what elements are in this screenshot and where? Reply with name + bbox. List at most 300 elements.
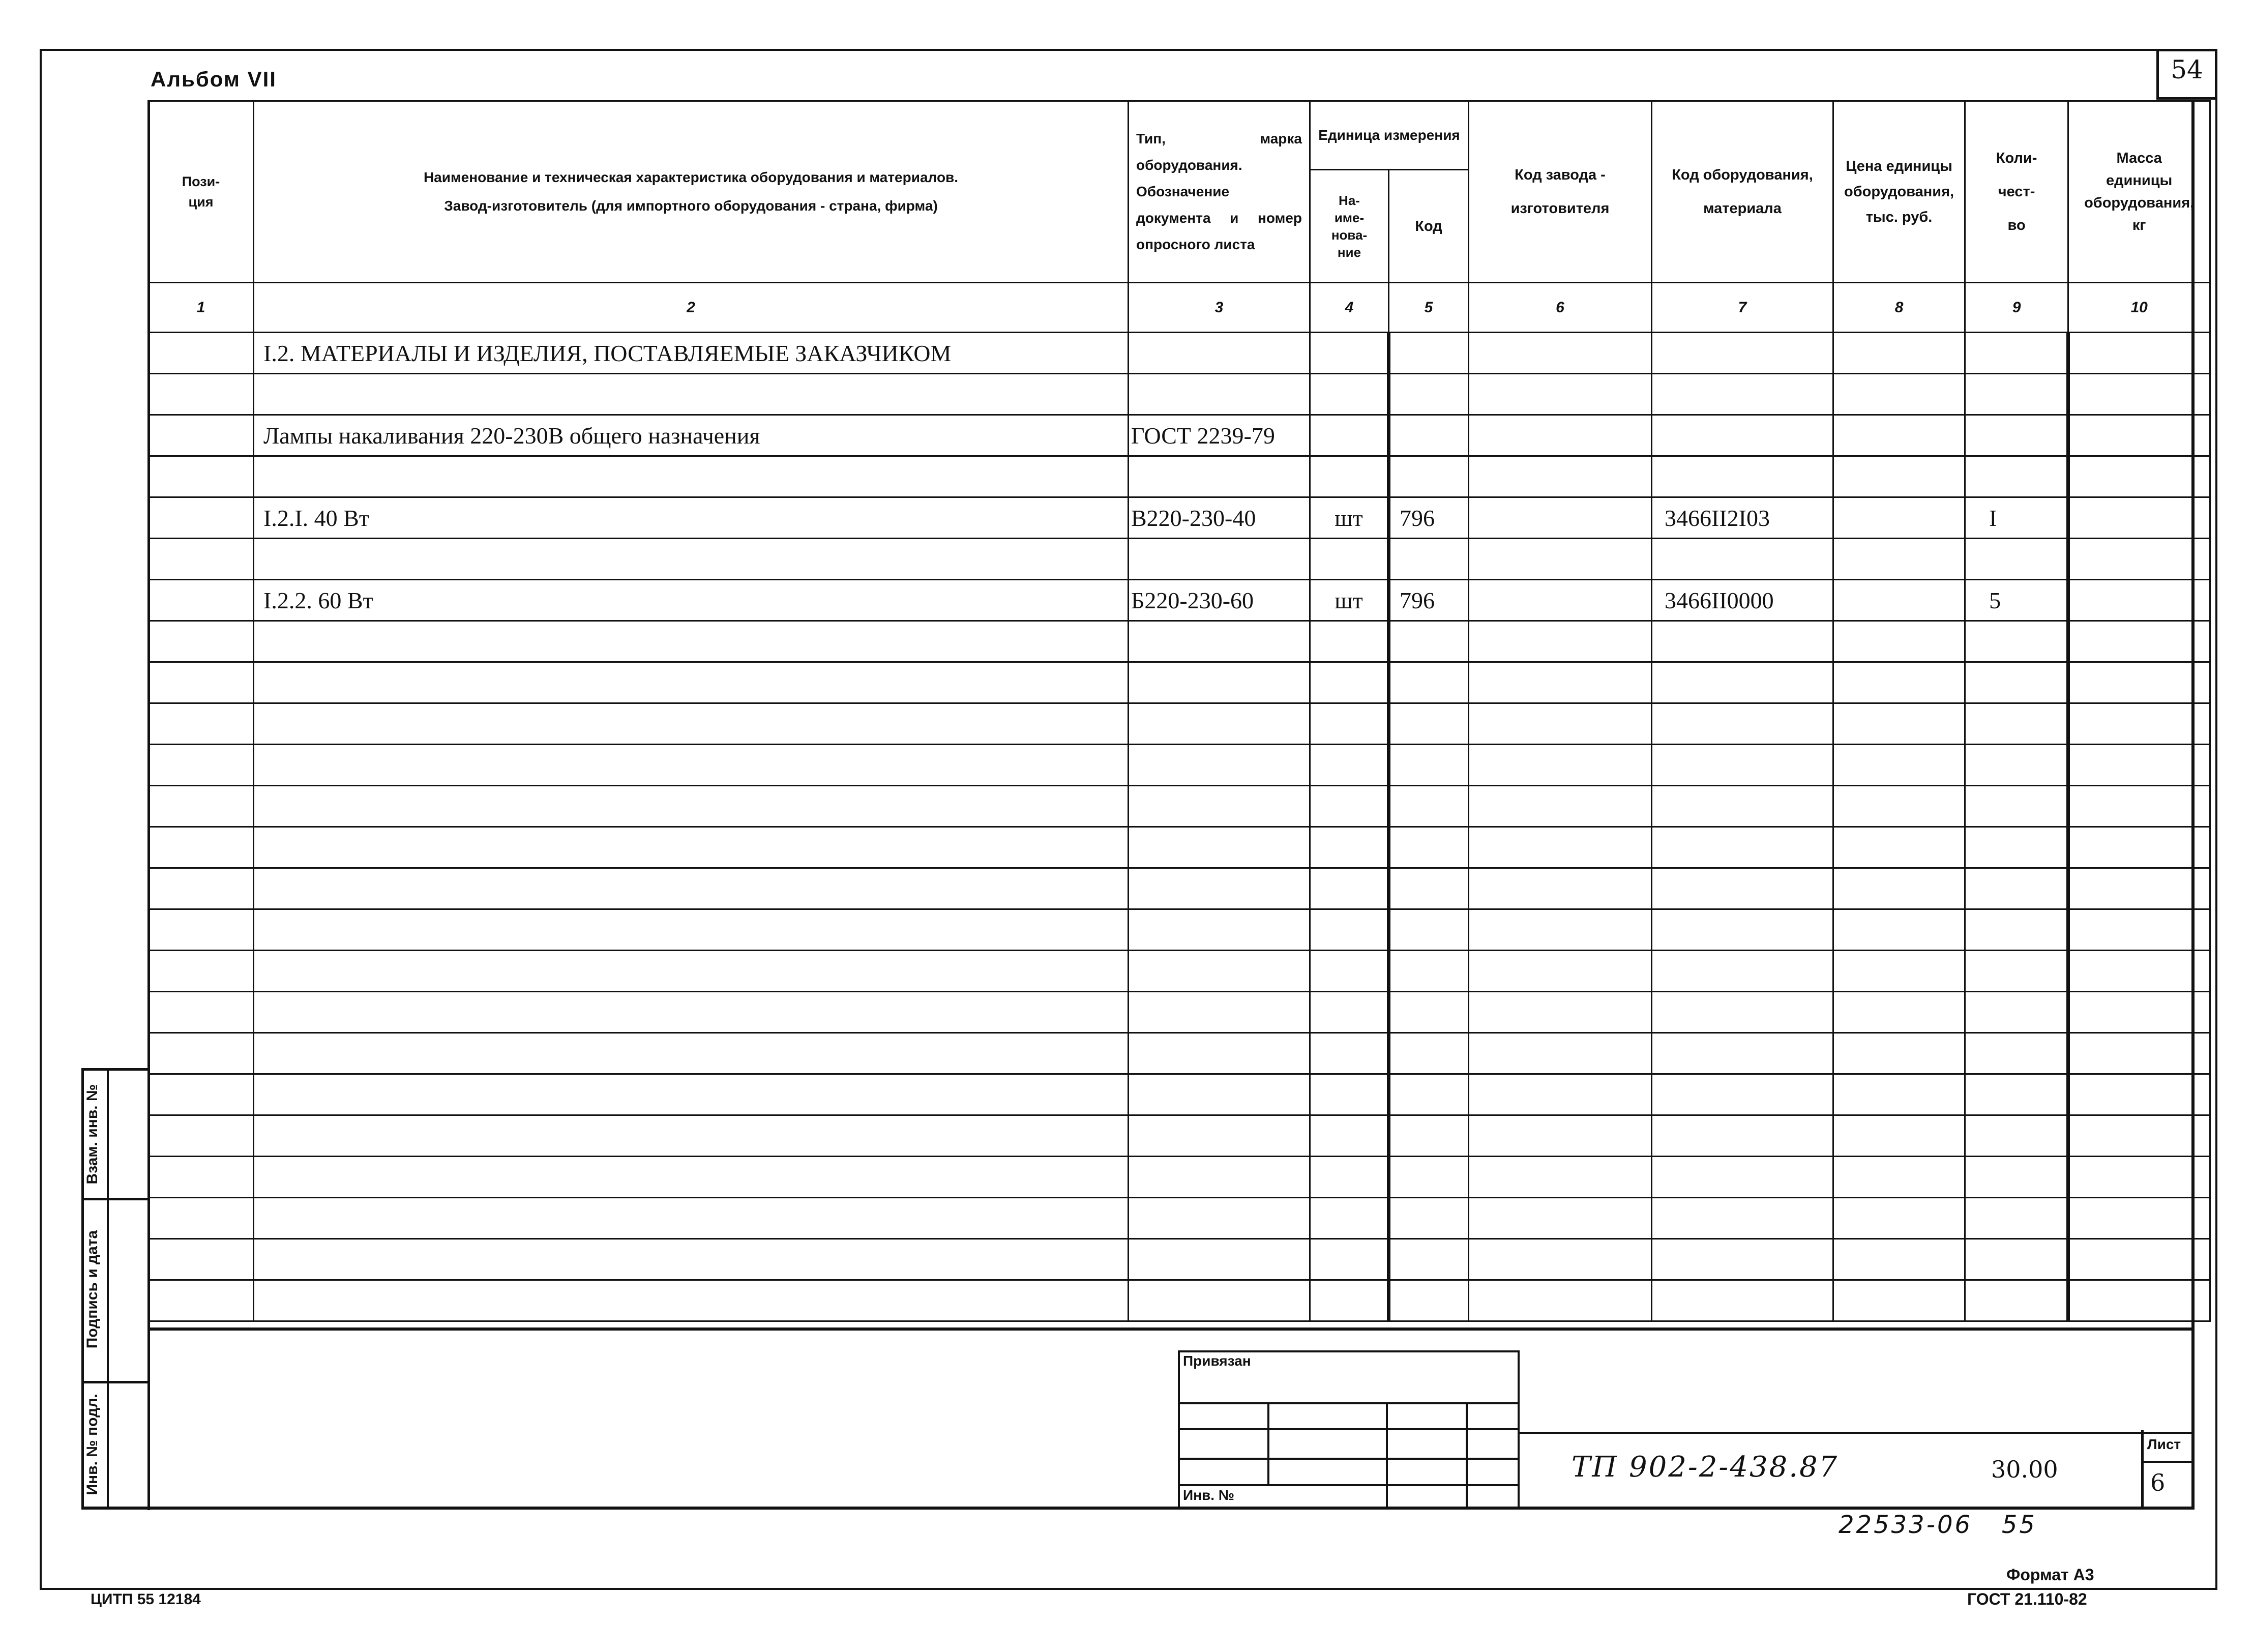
column-number-row xyxy=(149,283,2210,333)
cell-type xyxy=(1129,621,1310,662)
col-header-unit-code xyxy=(1389,170,1469,283)
cell-pos xyxy=(149,456,254,497)
cell-code xyxy=(1389,868,1469,909)
cell-mass xyxy=(2068,1280,2210,1321)
cell-qty xyxy=(1965,786,2068,827)
cell-qty xyxy=(1965,703,2068,745)
cell-factory xyxy=(1469,992,1652,1033)
cell-mass xyxy=(2068,1157,2210,1198)
col-number: 7 xyxy=(1652,283,1833,333)
col-header-type-label: Тип, марка оборудования. Обозначение документа и номер опросного листа xyxy=(1136,131,1302,252)
cell-factory xyxy=(1469,621,1652,662)
cell-price xyxy=(1833,1074,1965,1115)
cell-pos xyxy=(149,1157,254,1198)
cell-unit xyxy=(1310,745,1389,786)
col-header-mass-label: Масса единицы оборудования, кг xyxy=(2084,150,2195,233)
cell-unit xyxy=(1310,374,1389,415)
cell-type xyxy=(1129,1033,1310,1074)
cell-price xyxy=(1833,909,1965,951)
cell-price xyxy=(1833,1239,1965,1280)
table-row xyxy=(149,868,2210,909)
cell-mass xyxy=(2068,786,2210,827)
cell-code xyxy=(1389,1115,1469,1157)
cell-factory xyxy=(1469,1239,1652,1280)
cell-type xyxy=(1129,1239,1310,1280)
col-header-unit xyxy=(1310,101,1469,170)
cell-type: ГОСТ 2239-79 xyxy=(1129,415,1310,456)
table-row xyxy=(149,745,2210,786)
cell-name xyxy=(254,703,1129,745)
cell-price xyxy=(1833,745,1965,786)
col-header-unit-code-label: Код xyxy=(1415,218,1442,234)
cell-type: В220-230-40 xyxy=(1129,497,1310,539)
cell-material xyxy=(1652,1033,1833,1074)
cell-factory xyxy=(1469,333,1652,374)
cell-factory xyxy=(1469,1033,1652,1074)
cell-factory xyxy=(1469,662,1652,703)
cell-price xyxy=(1833,456,1965,497)
cell-name xyxy=(254,786,1129,827)
cell-mass xyxy=(2068,539,2210,580)
cell-mass xyxy=(2068,1198,2210,1239)
cell-factory xyxy=(1469,1115,1652,1157)
col-number: 4 xyxy=(1310,283,1389,333)
cell-mass xyxy=(2068,456,2210,497)
cell-mass xyxy=(2068,703,2210,745)
cell-code xyxy=(1389,621,1469,662)
cell-qty xyxy=(1965,374,2068,415)
cell-code xyxy=(1389,1239,1469,1280)
cell-qty xyxy=(1965,951,2068,992)
table-row xyxy=(149,1157,2210,1198)
stamp-v2 xyxy=(1386,1402,1388,1510)
col-number: 2 xyxy=(254,283,1129,333)
stamp-h3 xyxy=(1178,1458,1520,1460)
cell-code xyxy=(1389,415,1469,456)
cell-qty xyxy=(1965,1198,2068,1239)
cell-type xyxy=(1129,868,1310,909)
page-number: 54 xyxy=(2171,55,2203,84)
cell-factory xyxy=(1469,497,1652,539)
cell-qty xyxy=(1965,992,2068,1033)
cell-unit xyxy=(1310,1157,1389,1198)
cell-name xyxy=(254,1198,1129,1239)
side-label-inv: Инв. № подл. xyxy=(84,1394,101,1495)
cell-type xyxy=(1129,992,1310,1033)
cell-unit xyxy=(1310,703,1389,745)
table-row xyxy=(149,456,2210,497)
table-row xyxy=(149,1074,2210,1115)
cell-price xyxy=(1833,580,1965,621)
cell-code: 796 xyxy=(1389,497,1469,539)
cell-unit xyxy=(1310,951,1389,992)
cell-qty: 5 xyxy=(1965,580,2068,621)
cell-mass xyxy=(2068,868,2210,909)
cell-qty xyxy=(1965,827,2068,868)
cell-material xyxy=(1652,786,1833,827)
stamp-sheet-sep xyxy=(2141,1461,2195,1463)
cell-name xyxy=(254,1280,1129,1321)
cell-qty xyxy=(1965,1239,2068,1280)
cell-name xyxy=(254,1115,1129,1157)
cell-factory xyxy=(1469,456,1652,497)
col-header-factory-code xyxy=(1469,101,1652,283)
table-row xyxy=(149,909,2210,951)
cell-mass xyxy=(2068,1033,2210,1074)
col-header-position-label: Пози- ция xyxy=(182,174,220,210)
cell-code: 796 xyxy=(1389,580,1469,621)
table-bottom-rule xyxy=(147,1328,2195,1331)
cell-material xyxy=(1652,1198,1833,1239)
col-header-factory-code-label: Код завода - изготовителя xyxy=(1510,167,1610,217)
footer-gost: ГОСТ 21.110-82 xyxy=(1967,1590,2087,1608)
cell-pos xyxy=(149,827,254,868)
cell-pos xyxy=(149,868,254,909)
col-header-unit-name-label: На- име- нова- ние xyxy=(1331,192,1368,260)
cell-factory xyxy=(1469,1074,1652,1115)
cell-unit xyxy=(1310,662,1389,703)
cell-pos xyxy=(149,662,254,703)
cell-mass xyxy=(2068,1115,2210,1157)
cell-unit: шт xyxy=(1310,497,1389,539)
col-number: 9 xyxy=(1965,283,2068,333)
stamp-inv-label: Инв. № xyxy=(1183,1487,1235,1503)
cell-factory xyxy=(1469,415,1652,456)
cell-code xyxy=(1389,951,1469,992)
cell-mass xyxy=(2068,909,2210,951)
table-row xyxy=(149,1033,2210,1074)
cell-qty xyxy=(1965,415,2068,456)
col-number: 8 xyxy=(1833,283,1965,333)
cell-unit xyxy=(1310,992,1389,1033)
specification-table xyxy=(147,100,2211,1322)
cell-qty: I xyxy=(1965,497,2068,539)
cell-price xyxy=(1833,1157,1965,1198)
col-header-type xyxy=(1129,101,1310,283)
cell-price xyxy=(1833,662,1965,703)
cell-code xyxy=(1389,827,1469,868)
cell-material: 3466II2I03 xyxy=(1652,497,1833,539)
cell-name: I.2.2. 60 Вт xyxy=(254,580,1129,621)
table-row xyxy=(149,374,2210,415)
cell-code xyxy=(1389,1074,1469,1115)
bottom-rule xyxy=(81,1507,2195,1510)
table-row xyxy=(149,662,2210,703)
cell-unit xyxy=(1310,456,1389,497)
cell-unit xyxy=(1310,1239,1389,1280)
stamp-h1 xyxy=(1178,1402,1520,1404)
cell-mass xyxy=(2068,745,2210,786)
cell-pos xyxy=(149,1033,254,1074)
table-row xyxy=(149,992,2210,1033)
cell-qty xyxy=(1965,1115,2068,1157)
cell-pos xyxy=(149,415,254,456)
table-row xyxy=(149,951,2210,992)
cell-qty xyxy=(1965,333,2068,374)
col-header-material-code xyxy=(1652,101,1833,283)
cell-type xyxy=(1129,909,1310,951)
cell-name xyxy=(254,951,1129,992)
cell-material xyxy=(1652,374,1833,415)
cell-name xyxy=(254,868,1129,909)
cell-material xyxy=(1652,333,1833,374)
cell-unit xyxy=(1310,1115,1389,1157)
cell-pos xyxy=(149,951,254,992)
cell-qty xyxy=(1965,539,2068,580)
cell-name xyxy=(254,745,1129,786)
cell-pos xyxy=(149,497,254,539)
table-row xyxy=(149,1239,2210,1280)
cell-unit xyxy=(1310,333,1389,374)
cell-price xyxy=(1833,1280,1965,1321)
cell-name xyxy=(254,1074,1129,1115)
cell-type: Б220-230-60 xyxy=(1129,580,1310,621)
side-label-vzam: Взам. инв. № xyxy=(84,1084,101,1185)
cell-name: I.2.I. 40 Вт xyxy=(254,497,1129,539)
cell-unit xyxy=(1310,415,1389,456)
table-row xyxy=(149,1198,2210,1239)
cell-type xyxy=(1129,703,1310,745)
cell-mass xyxy=(2068,497,2210,539)
cell-code xyxy=(1389,909,1469,951)
table-row xyxy=(149,1115,2210,1157)
table-row xyxy=(149,539,2210,580)
stamp-v1 xyxy=(1267,1402,1269,1484)
cell-price xyxy=(1833,868,1965,909)
cell-qty xyxy=(1965,868,2068,909)
cell-code xyxy=(1389,992,1469,1033)
cell-factory xyxy=(1469,374,1652,415)
cell-mass xyxy=(2068,992,2210,1033)
cell-price xyxy=(1833,992,1965,1033)
cell-name xyxy=(254,909,1129,951)
cell-code xyxy=(1389,786,1469,827)
cell-unit xyxy=(1310,1280,1389,1321)
cell-code xyxy=(1389,1198,1469,1239)
cell-material xyxy=(1652,951,1833,992)
cell-material: 3466II0000 xyxy=(1652,580,1833,621)
cell-type xyxy=(1129,1074,1310,1115)
table-row xyxy=(149,703,2210,745)
cell-code xyxy=(1389,1280,1469,1321)
cell-unit xyxy=(1310,1033,1389,1074)
cell-type xyxy=(1129,456,1310,497)
cell-unit: шт xyxy=(1310,580,1389,621)
col-header-unit-name xyxy=(1310,170,1389,283)
cell-factory xyxy=(1469,827,1652,868)
cell-pos xyxy=(149,992,254,1033)
cell-name xyxy=(254,662,1129,703)
cell-material xyxy=(1652,992,1833,1033)
cell-pos xyxy=(149,374,254,415)
cell-pos xyxy=(149,1239,254,1280)
cell-qty xyxy=(1965,745,2068,786)
cell-pos xyxy=(149,539,254,580)
cell-material xyxy=(1652,1239,1833,1280)
table-row xyxy=(149,621,2210,662)
col-header-name-line2: Завод-изготовитель (для импортного оборудования - страна, фирма) xyxy=(444,198,938,214)
cell-code xyxy=(1389,662,1469,703)
cell-qty xyxy=(1965,456,2068,497)
col-header-unit-label: Единица измерения xyxy=(1318,127,1460,143)
cell-name xyxy=(254,621,1129,662)
cell-type xyxy=(1129,1157,1310,1198)
cell-price xyxy=(1833,1198,1965,1239)
cell-price xyxy=(1833,703,1965,745)
cell-name xyxy=(254,374,1129,415)
cell-unit xyxy=(1310,827,1389,868)
cell-factory xyxy=(1469,1157,1652,1198)
cell-pos xyxy=(149,580,254,621)
cell-mass xyxy=(2068,951,2210,992)
cell-type xyxy=(1129,827,1310,868)
cell-mass xyxy=(2068,662,2210,703)
cell-pos xyxy=(149,786,254,827)
cell-factory xyxy=(1469,745,1652,786)
cell-factory xyxy=(1469,786,1652,827)
cell-unit xyxy=(1310,621,1389,662)
table-row xyxy=(149,827,2210,868)
cell-price xyxy=(1833,786,1965,827)
cell-name xyxy=(254,1239,1129,1280)
cell-qty xyxy=(1965,1033,2068,1074)
cell-material xyxy=(1652,1280,1833,1321)
cell-unit xyxy=(1310,909,1389,951)
cell-price xyxy=(1833,1115,1965,1157)
cell-factory xyxy=(1469,1198,1652,1239)
cell-factory xyxy=(1469,539,1652,580)
cell-factory xyxy=(1469,703,1652,745)
cell-price xyxy=(1833,951,1965,992)
cell-name: I.2. МАТЕРИАЛЫ И ИЗДЕЛИЯ, ПОСТАВЛЯЕМЫЕ ЗАКАЗЧИКОМ xyxy=(254,333,1129,374)
cell-material xyxy=(1652,827,1833,868)
stamp-v3 xyxy=(1466,1402,1468,1510)
cell-pos xyxy=(149,1074,254,1115)
cell-unit xyxy=(1310,539,1389,580)
cell-price xyxy=(1833,827,1965,868)
cell-name: Лампы накаливания 220-230В общего назначения xyxy=(254,415,1129,456)
cell-pos xyxy=(149,745,254,786)
col-header-qty-label: Коли- чест- во xyxy=(1996,150,2037,233)
cell-unit xyxy=(1310,868,1389,909)
footer-citp: ЦИТП 55 12184 xyxy=(91,1591,201,1608)
stamp-doc-top-line xyxy=(1520,1432,2195,1434)
cell-price xyxy=(1833,333,1965,374)
cell-type xyxy=(1129,333,1310,374)
table-row xyxy=(149,580,2210,621)
stamp-h2 xyxy=(1178,1428,1520,1430)
side-label-podpis: Подпись и дата xyxy=(84,1230,101,1349)
cell-qty xyxy=(1965,1074,2068,1115)
cell-material xyxy=(1652,868,1833,909)
cell-code xyxy=(1389,745,1469,786)
stamp-sheet-label: Лист xyxy=(2147,1436,2181,1452)
stamp-doc-code: ТП 902-2-438.87 xyxy=(1572,1451,1839,1484)
cell-mass xyxy=(2068,621,2210,662)
cell-price xyxy=(1833,539,1965,580)
cell-pos xyxy=(149,1198,254,1239)
cell-material xyxy=(1652,415,1833,456)
cell-code xyxy=(1389,456,1469,497)
cell-price xyxy=(1833,415,1965,456)
cell-material xyxy=(1652,1074,1833,1115)
col-header-price-label: Цена единицы оборудования, тыс. руб. xyxy=(1844,158,1954,225)
cell-price xyxy=(1833,1033,1965,1074)
col-number: 6 xyxy=(1469,283,1652,333)
cell-material xyxy=(1652,1157,1833,1198)
cell-name xyxy=(254,456,1129,497)
stamp-section: 30.00 xyxy=(1991,1456,2058,1483)
cell-pos xyxy=(149,1115,254,1157)
album-label: Альбом VII xyxy=(151,67,277,91)
cell-type xyxy=(1129,539,1310,580)
cell-factory xyxy=(1469,1280,1652,1321)
cell-factory xyxy=(1469,580,1652,621)
side-strip-divider xyxy=(107,1068,109,1510)
col-header-qty xyxy=(1965,101,2068,283)
col-header-mass xyxy=(2068,101,2210,283)
cell-mass xyxy=(2068,374,2210,415)
cell-qty xyxy=(1965,621,2068,662)
table-row xyxy=(149,497,2210,539)
col-header-name-line1: Наименование и техническая характеристика оборудования и материалов. xyxy=(423,169,959,185)
cell-unit xyxy=(1310,1198,1389,1239)
col-header-material-code-label: Код оборудования, материала xyxy=(1672,167,1813,217)
cell-type xyxy=(1129,1280,1310,1321)
cell-qty xyxy=(1965,1280,2068,1321)
cell-material xyxy=(1652,662,1833,703)
table-row xyxy=(149,333,2210,374)
cell-mass xyxy=(2068,1074,2210,1115)
cell-mass xyxy=(2068,1239,2210,1280)
cell-unit xyxy=(1310,1074,1389,1115)
stamp-privyazan-label: Привязан xyxy=(1183,1353,1251,1369)
cell-name xyxy=(254,1033,1129,1074)
footer-format: Формат А3 xyxy=(2006,1566,2094,1584)
cell-pos xyxy=(149,909,254,951)
cell-type xyxy=(1129,662,1310,703)
cell-mass xyxy=(2068,827,2210,868)
cell-code xyxy=(1389,1033,1469,1074)
cell-factory xyxy=(1469,951,1652,992)
cell-type xyxy=(1129,786,1310,827)
cell-type xyxy=(1129,1198,1310,1239)
cell-factory xyxy=(1469,909,1652,951)
col-number: 1 xyxy=(149,283,254,333)
cell-price xyxy=(1833,497,1965,539)
col-number: 10 xyxy=(2068,283,2210,333)
cell-pos xyxy=(149,1280,254,1321)
cell-type xyxy=(1129,374,1310,415)
cell-mass xyxy=(2068,580,2210,621)
cell-material xyxy=(1652,456,1833,497)
cell-mass xyxy=(2068,333,2210,374)
cell-qty xyxy=(1965,1157,2068,1198)
cell-code xyxy=(1389,703,1469,745)
stamp-sheet-number: 6 xyxy=(2150,1469,2166,1496)
cell-price xyxy=(1833,374,1965,415)
cell-material xyxy=(1652,703,1833,745)
cell-pos xyxy=(149,333,254,374)
col-header-price xyxy=(1833,101,1965,283)
archive-number: 22533-06 55 xyxy=(1839,1511,2037,1539)
col-header-name xyxy=(254,101,1129,283)
cell-material xyxy=(1652,621,1833,662)
cell-name xyxy=(254,1157,1129,1198)
cell-type xyxy=(1129,745,1310,786)
cell-code xyxy=(1389,1157,1469,1198)
cell-type xyxy=(1129,951,1310,992)
